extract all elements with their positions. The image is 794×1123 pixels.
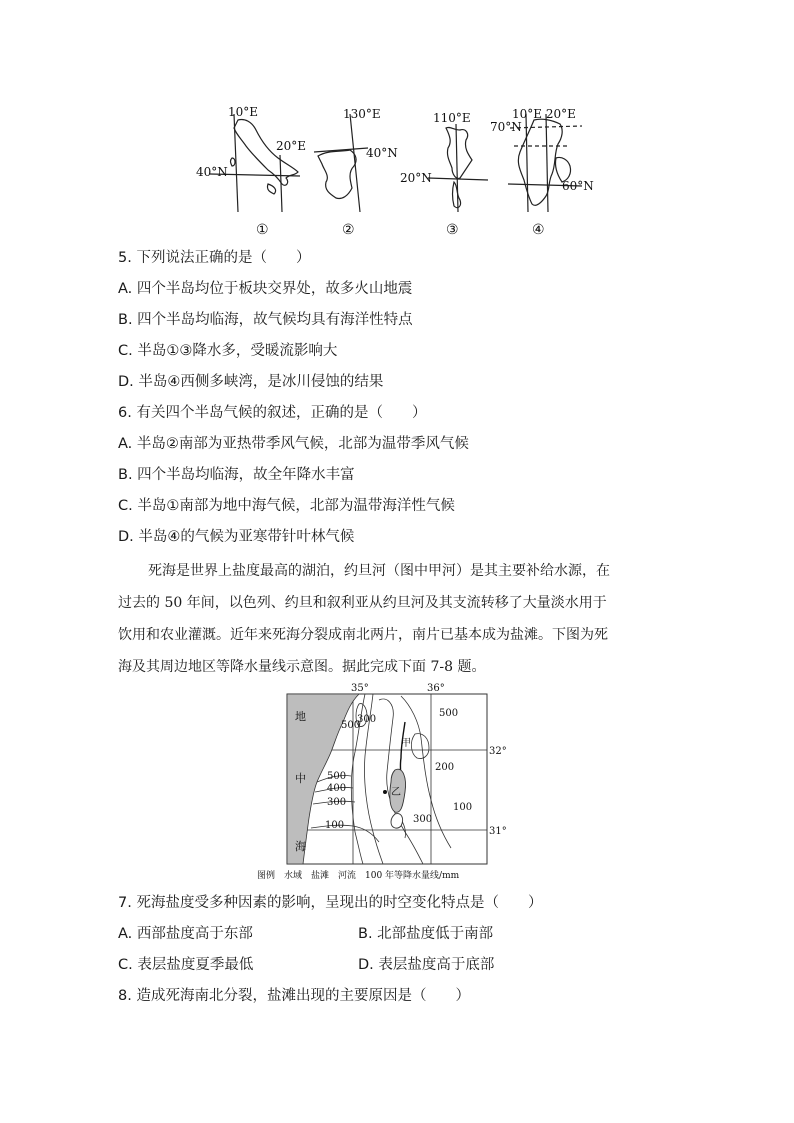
passage-line-4: 海及其周边地区等降水量线示意图。据此完成下面 7-8 题。: [118, 659, 486, 675]
map-1-italy: [210, 114, 300, 212]
q6-option-d: D. 半岛④的气候为亚寒带针叶林气候: [118, 529, 355, 545]
map1-lat-label: 40°N: [196, 165, 228, 179]
q6-option-c: C. 半岛①南部为地中海气候，北部为温带海洋性气候: [118, 498, 455, 514]
q7-option-c: C. 表层盐度夏季最低: [118, 957, 254, 973]
map-2-korea: [314, 114, 368, 212]
map4-lat2-label: 60°N: [562, 179, 594, 193]
q7-option-d: D. 表层盐度高于底部: [358, 957, 495, 973]
lon-36-label: 36°: [427, 683, 445, 694]
map2-lat-label: 40°N: [366, 146, 398, 160]
map4-lon-label: 10°E 20°E: [512, 107, 576, 121]
sea-label-3: 海: [295, 840, 306, 853]
q8-stem: 8. 造成死海南北分裂，盐滩出现的主要原因是（ ）: [118, 988, 470, 1004]
map1-number: ①: [256, 222, 269, 238]
q5-stem: 5. 下列说法正确的是（ ）: [118, 250, 311, 266]
iso-label-10: 100: [453, 802, 473, 813]
map3-number: ③: [446, 222, 459, 238]
map1-lon-label: 10°E: [228, 105, 259, 119]
sea-label-2: 中: [295, 772, 306, 785]
q7-option-a: A. 西部盐度高于东部: [118, 926, 253, 942]
map-legend: 图例 水域 盐滩 河流 100 年等降水量线/mm: [257, 871, 460, 881]
map1-lon2-label: 20°E: [276, 139, 307, 153]
q6-option-a: A. 半岛②南部为亚热带季风气候，北部为温带季风气候: [118, 436, 469, 452]
iso-label-3: 500: [439, 708, 459, 719]
passage-line-2: 过去的 50 年间，以色列、约旦和叙利亚从约旦河及其支流转移了大量淡水用于: [118, 595, 607, 611]
map4-number: ④: [532, 222, 545, 238]
lat-31-label: 31°: [489, 826, 507, 837]
iso-label-8: 100: [325, 820, 345, 831]
iso-label-6: 400: [327, 783, 347, 794]
map3-lat-label: 20°N: [400, 171, 432, 185]
q7-option-b: B. 北部盐度低于南部: [358, 926, 494, 942]
iso-label-2: 500: [341, 720, 361, 731]
river-jia-label: 甲: [401, 738, 411, 749]
map2-number: ②: [342, 222, 355, 238]
map2-lon-label: 130°E: [343, 107, 381, 121]
sea-label-1: 地: [295, 710, 306, 723]
map4-lat1-label: 70°N: [490, 120, 522, 134]
iso-label-9: 300: [413, 814, 433, 825]
iso-label-4: 200: [435, 762, 455, 773]
q5-option-c: C. 半岛①③降水多，受暖流影响大: [118, 343, 338, 359]
dead-sea-isohyet-map: [255, 682, 515, 882]
q7-stem: 7. 死海盐度受多种因素的影响，呈现出的时空变化特点是（ ）: [118, 895, 543, 911]
lat-32-label: 32°: [489, 746, 507, 757]
iso-label-5: 500: [327, 771, 347, 782]
lon-35-label: 35°: [351, 683, 369, 694]
iso-label-7: 300: [327, 797, 347, 808]
q5-option-a: A. 四个半岛均位于板块交界处，故多火山地震: [118, 281, 413, 297]
q6-option-b: B. 四个半岛均临海，故全年降水丰富: [118, 467, 355, 483]
passage-line-3: 饮用和农业灌溉。近年来死海分裂成南北两片，南片已基本成为盐滩。下图为死: [118, 627, 608, 643]
lake-yi-label: 乙: [391, 787, 401, 798]
map3-lon-label: 110°E: [433, 111, 471, 125]
map-3-indochina: [428, 124, 488, 212]
q6-stem: 6. 有关四个半岛气候的叙述，正确的是（ ）: [118, 405, 427, 421]
peninsula-maps: [190, 100, 610, 240]
iso-label-1: 300: [357, 714, 377, 725]
q5-option-b: B. 四个半岛均临海，故气候均具有海洋性特点: [118, 312, 413, 328]
passage-line-1: 死海是世界上盐度最高的湖泊，约旦河（图中甲河）是其主要补给水源，在: [148, 563, 610, 579]
q5-option-d: D. 半岛④西侧多峡湾，是冰川侵蚀的结果: [118, 374, 384, 390]
